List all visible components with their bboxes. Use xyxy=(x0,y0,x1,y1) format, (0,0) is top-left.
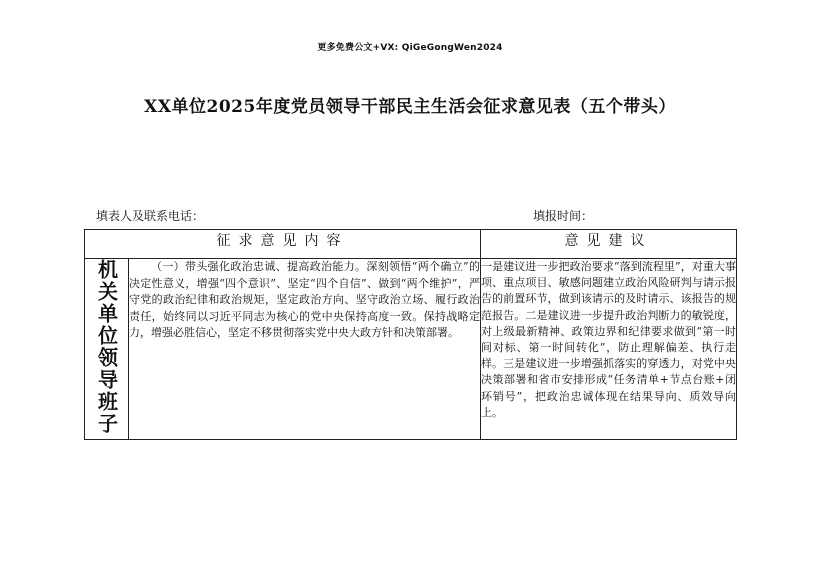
opinion-suggestion: 一是建议进一步把政治要求“落到流程里”，对重大事项、重点项目、敏感问题建立政治风险研判与请示报告的前置环节，做到该请示的及时请示、该报告的规范报告。二是建议进一步提升政治判断力的敏锐度，对上级最新精神、政策边界和纪律要求做到“第一时间对标、第一时间转化”，防止理解偏差、执行走样。三是建议进一步增强抓落实的穿透力，对党中央决策部署和省市安排形成“任务清单+节点台账+闭环销号”，把政治忠诚体现在结果导向、质效导向上。 xyxy=(481,259,737,440)
column-header-content: 征求意见内容 xyxy=(85,230,481,259)
row-category-cell xyxy=(85,259,129,440)
header-note: 更多免费公文+VX: QiGeGongWen2024 xyxy=(317,43,503,53)
table-header-row xyxy=(85,230,737,259)
table-row xyxy=(85,259,737,440)
page-title: XX单位2025年度党员领导干部民主生活会征求意见表（五个带头） xyxy=(144,97,676,117)
filler-label: 填表人及联系电话： xyxy=(96,209,205,223)
time-label: 填报时间： xyxy=(533,209,594,223)
opinion-content: （一）带头强化政治忠诚、提高政治能力。深刻领悟“两个确立”的决定性意义，增强“四个意识”、坚定“四个自信”、做到“两个维护”，严守党的政治纪律和政治规矩，坚定政治方向、坚守政治立场、履行政治责任，始终同以习近平同志为核心的党中央保持高度一致。保持战略定力，增强必胜信心，坚定不移贯彻落实党中央大政方针和决策部署。 xyxy=(129,259,481,440)
row-category: 机关单位领导班子 xyxy=(94,259,119,435)
column-header-suggestion: 意见建议 xyxy=(481,230,737,259)
opinion-table xyxy=(84,229,737,440)
